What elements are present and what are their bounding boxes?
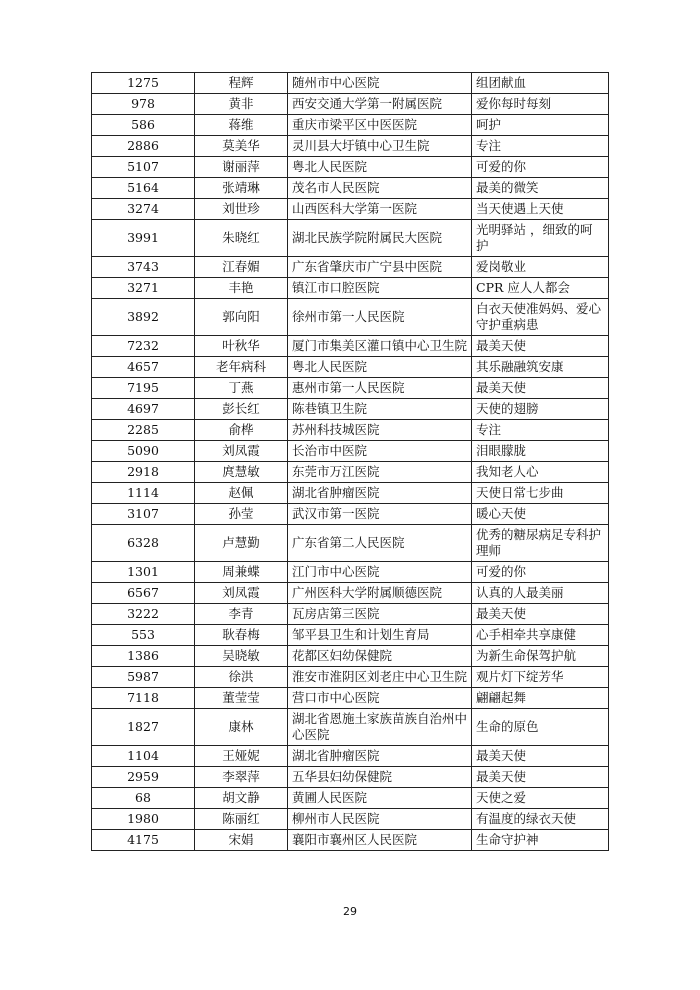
entry-title-cell: 最美天使 [472, 336, 609, 357]
nominee-name-cell: 宋娟 [195, 830, 288, 851]
entry-title-cell: 可爱的你 [472, 562, 609, 583]
table-row [92, 625, 609, 646]
table-row [92, 178, 609, 199]
entry-id-cell: 7232 [92, 336, 195, 357]
nominee-name-cell: 孙莹 [195, 504, 288, 525]
nominee-name-cell: 叶秋华 [195, 336, 288, 357]
entry-title-cell: 心手相牵共享康健 [472, 625, 609, 646]
hospital-cell: 黄圃人民医院 [288, 788, 472, 809]
table-row [92, 420, 609, 441]
nominee-name-cell: 庹慧敏 [195, 462, 288, 483]
table-row [92, 157, 609, 178]
hospital-cell: 广东省肇庆市广宁县中医院 [288, 257, 472, 278]
entry-title-cell: 暖心天使 [472, 504, 609, 525]
table-row [92, 199, 609, 220]
nominee-name-cell: 李翠萍 [195, 767, 288, 788]
entry-id-cell: 1386 [92, 646, 195, 667]
nominee-name-cell: 丰艳 [195, 278, 288, 299]
table-row [92, 583, 609, 604]
entry-title-cell: 光明驿站 ，细致的呵护 [472, 220, 609, 257]
entry-title-cell: 爱岗敬业 [472, 257, 609, 278]
nominee-name-cell: 胡文静 [195, 788, 288, 809]
table-row [92, 220, 609, 257]
entry-id-cell: 5090 [92, 441, 195, 462]
hospital-cell: 花都区妇幼保健院 [288, 646, 472, 667]
entry-title-cell: 白衣天使准妈妈、爱心守护重病患 [472, 299, 609, 336]
entry-id-cell: 3991 [92, 220, 195, 257]
nominee-name-cell: 彭长红 [195, 399, 288, 420]
nominee-name-cell: 谢丽萍 [195, 157, 288, 178]
table-row [92, 767, 609, 788]
hospital-cell: 茂名市人民医院 [288, 178, 472, 199]
table-row [92, 73, 609, 94]
hospital-cell: 襄阳市襄州区人民医院 [288, 830, 472, 851]
nominee-name-cell: 莫美华 [195, 136, 288, 157]
entry-id-cell: 4175 [92, 830, 195, 851]
page-number: 29 [343, 905, 357, 918]
table-row [92, 136, 609, 157]
entry-title-cell: 为新生命保驾护航 [472, 646, 609, 667]
entry-id-cell: 553 [92, 625, 195, 646]
hospital-cell: 灵川县大圩镇中心卫生院 [288, 136, 472, 157]
entry-title-cell: 可爱的你 [472, 157, 609, 178]
entry-title-cell: 专注 [472, 420, 609, 441]
nominee-name-cell: 蒋维 [195, 115, 288, 136]
entry-id-cell: 6567 [92, 583, 195, 604]
entry-id-cell: 1104 [92, 746, 195, 767]
entry-id-cell: 68 [92, 788, 195, 809]
table-row [92, 688, 609, 709]
entry-title-cell: 生命守护神 [472, 830, 609, 851]
entry-title-cell: 最美的微笑 [472, 178, 609, 199]
hospital-cell: 湖北省恩施土家族苗族自治州中心医院 [288, 709, 472, 746]
hospital-cell: 惠州市第一人民医院 [288, 378, 472, 399]
nominee-name-cell: 郭向阳 [195, 299, 288, 336]
entry-id-cell: 1827 [92, 709, 195, 746]
entry-id-cell: 586 [92, 115, 195, 136]
table-row [92, 809, 609, 830]
nominee-name-cell: 康林 [195, 709, 288, 746]
table-row [92, 94, 609, 115]
entry-title-cell: 当天使遇上天使 [472, 199, 609, 220]
entry-id-cell: 2285 [92, 420, 195, 441]
table-row [92, 667, 609, 688]
table-row [92, 357, 609, 378]
entry-title-cell: 有温度的绿衣天使 [472, 809, 609, 830]
hospital-cell: 粤北人民医院 [288, 357, 472, 378]
entry-title-cell: 最美天使 [472, 767, 609, 788]
nominee-name-cell: 朱晓红 [195, 220, 288, 257]
entry-id-cell: 4657 [92, 357, 195, 378]
nominee-name-cell: 耿春梅 [195, 625, 288, 646]
hospital-cell: 湖北民族学院附属民大医院 [288, 220, 472, 257]
entry-id-cell: 1275 [92, 73, 195, 94]
hospital-cell: 陈巷镇卫生院 [288, 399, 472, 420]
entry-title-cell: 专注 [472, 136, 609, 157]
table-row [92, 336, 609, 357]
table-row [92, 441, 609, 462]
entry-id-cell: 5164 [92, 178, 195, 199]
hospital-cell: 山西医科大学第一医院 [288, 199, 472, 220]
table-row [92, 788, 609, 809]
table-row [92, 462, 609, 483]
entry-title-cell: 泪眼朦胧 [472, 441, 609, 462]
hospital-cell: 邹平县卫生和计划生育局 [288, 625, 472, 646]
hospital-cell: 徐州市第一人民医院 [288, 299, 472, 336]
table-row [92, 278, 609, 299]
entry-id-cell: 2959 [92, 767, 195, 788]
entry-id-cell: 2886 [92, 136, 195, 157]
table-row [92, 525, 609, 562]
hospital-cell: 随州市中心医院 [288, 73, 472, 94]
table-row [92, 830, 609, 851]
entry-id-cell: 3743 [92, 257, 195, 278]
hospital-cell: 江门市中心医院 [288, 562, 472, 583]
entry-title-cell: CPR 应人人都会 [472, 278, 609, 299]
entry-title-cell: 最美天使 [472, 604, 609, 625]
entry-title-cell: 天使的翅膀 [472, 399, 609, 420]
table-row [92, 378, 609, 399]
entry-title-cell: 最美天使 [472, 746, 609, 767]
nominee-name-cell: 张靖琳 [195, 178, 288, 199]
nominee-name-cell: 吴晓敏 [195, 646, 288, 667]
nominee-name-cell: 王娅妮 [195, 746, 288, 767]
entry-id-cell: 3107 [92, 504, 195, 525]
entry-id-cell: 1301 [92, 562, 195, 583]
entry-title-cell: 认真的人最美丽 [472, 583, 609, 604]
entry-id-cell: 3274 [92, 199, 195, 220]
nominee-name-cell: 李青 [195, 604, 288, 625]
entry-title-cell: 生命的原色 [472, 709, 609, 746]
hospital-cell: 苏州科技城医院 [288, 420, 472, 441]
table-row [92, 746, 609, 767]
entry-title-cell: 其乐融融筑安康 [472, 357, 609, 378]
hospital-cell: 柳州市人民医院 [288, 809, 472, 830]
entry-title-cell: 我知老人心 [472, 462, 609, 483]
nominee-name-cell: 周兼蝶 [195, 562, 288, 583]
table-row [92, 709, 609, 746]
table-row [92, 299, 609, 336]
table-row [92, 399, 609, 420]
table-row [92, 604, 609, 625]
hospital-cell: 广东省第二人民医院 [288, 525, 472, 562]
entry-id-cell: 978 [92, 94, 195, 115]
entry-id-cell: 6328 [92, 525, 195, 562]
entry-id-cell: 7195 [92, 378, 195, 399]
nominee-name-cell: 丁燕 [195, 378, 288, 399]
entry-title-cell: 观片灯下绽芳华 [472, 667, 609, 688]
hospital-cell: 淮安市淮阴区刘老庄中心卫生院 [288, 667, 472, 688]
entry-title-cell: 组团献血 [472, 73, 609, 94]
hospital-cell: 湖北省肿瘤医院 [288, 483, 472, 504]
table-row [92, 646, 609, 667]
entry-id-cell: 3222 [92, 604, 195, 625]
nominee-table-body [92, 73, 609, 851]
nominee-name-cell: 卢慧勤 [195, 525, 288, 562]
nominee-name-cell: 黄非 [195, 94, 288, 115]
entry-id-cell: 4697 [92, 399, 195, 420]
table-row [92, 504, 609, 525]
table-row [92, 115, 609, 136]
nominee-name-cell: 陈丽红 [195, 809, 288, 830]
hospital-cell: 广州医科大学附属顺德医院 [288, 583, 472, 604]
table-row [92, 257, 609, 278]
entry-id-cell: 1114 [92, 483, 195, 504]
nominee-name-cell: 刘凤霞 [195, 583, 288, 604]
entry-title-cell: 呵护 [472, 115, 609, 136]
hospital-cell: 五华县妇幼保健院 [288, 767, 472, 788]
nominee-name-cell: 江春媚 [195, 257, 288, 278]
nominee-name-cell: 程辉 [195, 73, 288, 94]
entry-id-cell: 3271 [92, 278, 195, 299]
hospital-cell: 营口市中心医院 [288, 688, 472, 709]
table-row [92, 562, 609, 583]
hospital-cell: 西安交通大学第一附属医院 [288, 94, 472, 115]
hospital-cell: 东莞市万江医院 [288, 462, 472, 483]
nominee-name-cell: 董莹莹 [195, 688, 288, 709]
nominee-name-cell: 徐洪 [195, 667, 288, 688]
nominee-name-cell: 俞桦 [195, 420, 288, 441]
nominee-name-cell: 刘凤霞 [195, 441, 288, 462]
nominee-name-cell: 赵佩 [195, 483, 288, 504]
entry-id-cell: 1980 [92, 809, 195, 830]
entry-title-cell: 翩翩起舞 [472, 688, 609, 709]
entry-title-cell: 天使之爱 [472, 788, 609, 809]
hospital-cell: 镇江市口腔医院 [288, 278, 472, 299]
hospital-cell: 厦门市集美区灌口镇中心卫生院 [288, 336, 472, 357]
entry-title-cell: 最美天使 [472, 378, 609, 399]
hospital-cell: 瓦房店第三医院 [288, 604, 472, 625]
entry-id-cell: 5107 [92, 157, 195, 178]
hospital-cell: 长治市中医院 [288, 441, 472, 462]
entry-title-cell: 爱你每时每刻 [472, 94, 609, 115]
table-row [92, 483, 609, 504]
hospital-cell: 湖北省肿瘤医院 [288, 746, 472, 767]
entry-id-cell: 5987 [92, 667, 195, 688]
entry-title-cell: 天使日常七步曲 [472, 483, 609, 504]
entry-title-cell: 优秀的糖尿病足专科护理师 [472, 525, 609, 562]
nominee-name-cell: 老年病科 [195, 357, 288, 378]
entry-id-cell: 2918 [92, 462, 195, 483]
hospital-cell: 粤北人民医院 [288, 157, 472, 178]
hospital-cell: 武汉市第一医院 [288, 504, 472, 525]
nominee-table [91, 72, 609, 851]
entry-id-cell: 3892 [92, 299, 195, 336]
hospital-cell: 重庆市梁平区中医医院 [288, 115, 472, 136]
entry-id-cell: 7118 [92, 688, 195, 709]
nominee-name-cell: 刘世珍 [195, 199, 288, 220]
